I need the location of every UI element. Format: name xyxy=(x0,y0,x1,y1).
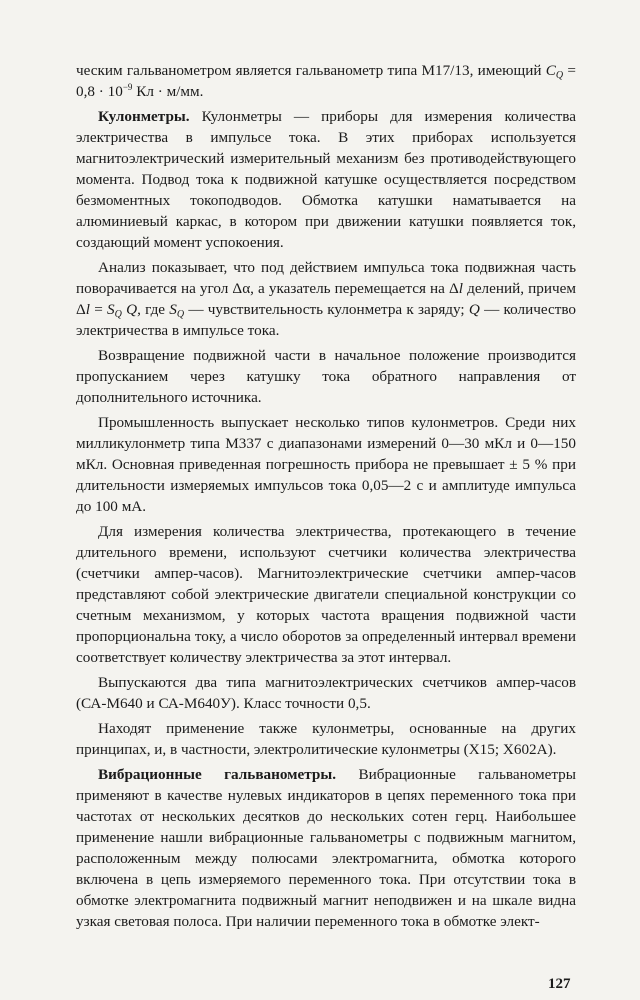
paragraph-vibration-galvanometers: Вибрационные гальванометры. Вибрационные гальванометры применяют в качестве нулевых индикаторов в цепях переменного тока при частотах от нескольких десятков до нескольких сотен герц. Наибольшее применение нашли вибрационные гальванометры с подвижным магнитом, расположенным между полюсами электромагнита, обмотка которого включена в цепь измеряемого переменного тока. При отсутствии тока в обмотке электромагнита подвижный магнит неподвижен и на шкале видна узкая световая полоса. При наличии переменного тока в обмотке элект- xyxy=(76,766,576,930)
page-number: 127 xyxy=(548,976,571,992)
paragraph-meter-types: Выпускаются два типа магнитоэлектрических счетчиков ампер-часов (СА-М640 и СА-М640У). Класс точности 0,5. xyxy=(76,674,576,712)
paragraph-amp-hour-meters: Для измерения количества электричества, протекающего в течение длительного времени, используют счетчики количества электричества (счетчики ампер-часов). Магнитоэлектрические счетчики ампер-часов представляют собой электрические двигатели специальной конструкции со счетным механизмом, у которых частота вращения подвижной части пропорциональна току, а число оборотов за определенный интервал времени соответствует количеству электричества за этот интервал. xyxy=(76,523,576,666)
paragraph-electrolytic: Находят применение также кулонметры, основанные на других принципах, и, в частности, электролитические кулонметры (Х15; Х602А). xyxy=(76,720,576,758)
body-text xyxy=(76,60,576,936)
paragraph-return: Возвращение подвижной части в начальное положение производится пропусканием через катушку тока обратного направления от дополнительного источника. xyxy=(76,347,576,406)
section-heading: Вибрационные гальванометры. xyxy=(98,766,337,783)
section-heading: Кулонметры. xyxy=(98,108,190,125)
paragraph-industry: Промышленность выпускает несколько типов кулонметров. Среди них милликулонметр типа М337 с диапазонами измерений 0—30 мКл и 0—150 мКл. Основная приведенная погрешность прибора не превышает ± 5 % при длительности измеряемых импульсов тока 0,05—2 с и амплитуде импульса до 100 мА. xyxy=(76,414,576,515)
paragraph-coulombmeters: Кулонметры. Кулонметры — приборы для измерения количества электричества в импульсе тока. В этих приборах используется магнитоэлектрический измерительный механизм без противодействующего момента. Подвод тока к подвижной катушке осуществляется посредством безмоментных токоподводов. Обмотка катушки наматывается на алюминиевый каркас, в котором при движении катушки появляется ток, создающий момент успокоения. xyxy=(76,108,576,251)
paragraph-analysis: Анализ показывает, что под действием импульса тока подвижная часть поворачивается на угол Δα, а указатель перемещается на Δl делений, причем $\Delta l = S_Q$ Q, где $S_Q$ — чувствительность кулонметра к заряду; Q — количество электричества в импульсе тока. xyxy=(76,259,577,339)
paragraph-continuation: ческим гальванометром является гальванометр типа М17/13, имеющий $C_Q = 0,8 \cdot 10^{-9}$ Кл · м/мм. xyxy=(76,62,576,100)
